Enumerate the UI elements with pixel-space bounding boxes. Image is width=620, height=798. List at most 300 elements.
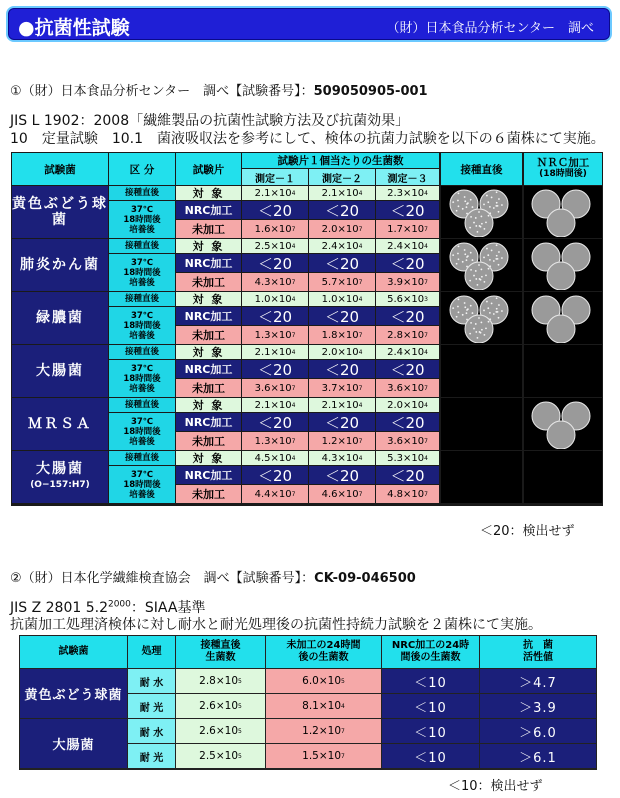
value-mantissa: 1.7×10 — [387, 223, 425, 235]
bacteria-name — [12, 451, 108, 503]
header-bacteria — [20, 636, 127, 668]
section1-method: 10 定量試験 10.1 菌液吸収法を参考にして、検体の抗菌力試験を以下の６菌株にて実施。 — [10, 131, 605, 147]
cell-text: ＜20 — [390, 307, 425, 325]
value-mantissa: 1.2×10 — [321, 435, 359, 447]
piece-untreated — [176, 273, 241, 291]
bacteria-colony — [501, 204, 503, 206]
value-mantissa: 8.1×10 — [302, 700, 342, 712]
value-exponent: 4 — [358, 295, 363, 303]
value-mantissa: 6.0×10 — [302, 675, 342, 687]
value-mantissa: 3.7×10 — [321, 382, 359, 394]
cell-text: 測定－３ — [387, 173, 428, 185]
bacteria-colony — [452, 307, 454, 309]
cell-text: ＜20 — [324, 466, 360, 484]
piece-nrc — [176, 254, 241, 272]
cell-text: 18時間後 — [123, 214, 161, 225]
bacteria-colony — [469, 252, 471, 254]
value-untreated — [266, 694, 381, 718]
value-untreated — [376, 485, 439, 503]
bacteria-colony — [483, 334, 485, 336]
bacteria-colony — [463, 302, 465, 304]
cell-text: 接種直後 — [124, 188, 159, 198]
cell-text: 接種直後 — [124, 400, 159, 410]
cell-text: ＜20 — [257, 466, 293, 484]
bacteria-colony — [476, 284, 478, 286]
value-mantissa: 4.3×10 — [321, 452, 359, 464]
value-exponent: 4 — [424, 348, 428, 356]
header-line: NRC加工の24時 — [391, 640, 470, 651]
value-mantissa: 4.3×10 — [254, 276, 292, 288]
value-exponent: 5 — [238, 752, 242, 760]
header-treat — [128, 636, 175, 668]
treatment — [128, 669, 175, 693]
value-exponent: 7 — [358, 384, 363, 392]
cell-text: 37℃ — [130, 310, 154, 321]
bacteria-colony — [457, 245, 459, 247]
value-nrc — [309, 201, 375, 219]
value-mantissa: 2.1×10 — [321, 399, 359, 411]
cell-text: NRC加工 — [184, 416, 233, 429]
value-target — [376, 451, 439, 465]
bacteria-colony — [483, 281, 485, 283]
value-exponent: 7 — [291, 331, 296, 339]
value-mantissa: 4.8×10 — [387, 488, 425, 500]
piece-nrc — [176, 413, 241, 431]
petri-dish-image — [442, 240, 522, 290]
bacteria-name — [12, 398, 108, 450]
cell-text: ＜10 — [414, 725, 447, 741]
cell-text: 緑膿菌 — [36, 310, 84, 326]
bacteria-colony — [483, 228, 485, 230]
petri-photo-nrc — [524, 398, 602, 450]
bacteria-colony — [495, 244, 497, 246]
antibacterial-table-1 — [11, 152, 603, 506]
cell-text: 試験片１個当たりの生菌数 — [277, 155, 404, 167]
bacteria-colony — [498, 198, 500, 200]
value-target — [309, 451, 375, 465]
value-untreated — [376, 379, 439, 397]
value-untreated — [309, 273, 375, 291]
bacteria-colony — [475, 225, 477, 227]
value-mantissa: 2.1×10 — [321, 187, 359, 199]
bacteria-colony — [479, 332, 481, 334]
cell-text: 接種直後 — [124, 241, 159, 251]
header-category — [109, 153, 175, 185]
value-mantissa: 2.0×10 — [321, 223, 359, 235]
bacteria-colony — [457, 253, 459, 255]
petri-photo-nrc — [524, 186, 602, 238]
value-activity — [480, 744, 596, 768]
petri-photo-immediate — [441, 186, 522, 238]
section1-test-number: 509050905-001 — [313, 84, 428, 99]
value-mantissa: 2.1×10 — [254, 399, 292, 411]
value-mantissa: 3.9×10 — [387, 276, 425, 288]
cell-text: ＜20 — [257, 413, 293, 431]
cell-text: ＞4.7 — [519, 675, 557, 691]
bacteria-colony — [498, 251, 500, 253]
cell-text: 対 象 — [192, 399, 225, 412]
section2-method: 抗菌加工処理済検体に対し耐水と耐光処理後の抗菌性持続力試験を２菌株にて実施。 — [10, 617, 542, 633]
cell-text: 培養後 — [129, 277, 155, 288]
cell-text: 区 分 — [129, 163, 155, 176]
value-target — [242, 292, 308, 306]
bacteria-colony — [467, 255, 469, 257]
bacteria-colony — [483, 310, 485, 312]
bacteria-colony — [490, 197, 492, 199]
cell-text: 試験菌 — [44, 163, 76, 176]
value-exponent: 4 — [358, 242, 363, 250]
petri-dish — [547, 315, 575, 343]
value-exponent: 4 — [358, 401, 363, 409]
cell-text: ＜20 — [257, 307, 293, 325]
section2-standard-tail: ：SIAA基準 — [130, 600, 206, 616]
value-nrc — [309, 254, 375, 272]
page-title: ●抗菌性試験 — [18, 17, 130, 39]
value-exponent: 7 — [291, 490, 296, 498]
petri-photo-immediate — [441, 239, 522, 291]
value-mantissa: 1.3×10 — [254, 435, 292, 447]
piece-untreated — [176, 326, 241, 344]
cell-text: ＮＲＣ加工 — [536, 157, 590, 169]
cell-text: ＜20 — [257, 201, 293, 219]
value-exponent: 4 — [358, 454, 363, 462]
cell-text: 対 象 — [192, 240, 225, 253]
category-incubated — [109, 413, 175, 450]
category-incubated — [109, 360, 175, 397]
cell-text: 培養後 — [129, 489, 155, 500]
petri-dish — [547, 262, 575, 290]
cell-text: 18時間後 — [123, 426, 161, 437]
bacteria-colony — [467, 308, 469, 310]
value-exponent: 7 — [341, 752, 345, 760]
value-untreated — [309, 220, 375, 238]
petri-photo-immediate — [441, 451, 522, 503]
value-nrc — [242, 466, 308, 484]
cell-text: 18時間後 — [123, 479, 161, 490]
piece-nrc — [176, 360, 241, 378]
bacteria-colony — [478, 264, 480, 266]
bacteria-colony — [452, 201, 454, 203]
value-exponent: 7 — [424, 331, 428, 339]
cell-text: ＞3.9 — [519, 700, 557, 716]
value-exponent: 4 — [291, 401, 296, 409]
banner-org: （財）日本食品分析センター 調べ — [386, 21, 594, 36]
bacteria-colony — [487, 321, 489, 323]
bacteria-name — [12, 186, 108, 238]
bacteria-name — [12, 239, 108, 291]
value-mantissa: 2.6×10 — [199, 700, 239, 712]
bacteria-colony — [480, 329, 482, 331]
value-target — [309, 186, 375, 200]
category-immediate — [109, 186, 175, 200]
bacteria-colony — [478, 317, 480, 319]
value-exponent: 7 — [424, 437, 428, 445]
bacteria-colony — [461, 208, 463, 210]
cell-text: ＜20 — [257, 254, 293, 272]
value-nrc — [309, 360, 375, 378]
bacteria-colony — [473, 222, 475, 224]
section2-test-number: CK-09-046500 — [314, 571, 416, 586]
value-mantissa: 2.5×10 — [199, 750, 239, 762]
value-exponent: 4 — [424, 454, 428, 462]
bacteria-colony — [483, 204, 485, 206]
bacteria-colony — [495, 191, 497, 193]
value-exponent: 5 — [238, 677, 242, 685]
value-mantissa: 2.8×10 — [387, 329, 425, 341]
value-untreated — [266, 744, 381, 768]
value-exponent: 7 — [291, 225, 296, 233]
value-exponent: 5 — [238, 727, 242, 735]
bacteria-colony — [497, 211, 499, 213]
value-target — [376, 239, 439, 253]
bacteria-colony — [474, 323, 476, 325]
header-line: 試験菌 — [58, 646, 89, 657]
value-mantissa: 2.0×10 — [321, 346, 359, 358]
petri-photo-nrc — [524, 451, 602, 503]
value-target — [242, 451, 308, 465]
value-nrc — [376, 254, 439, 272]
cell-text: 耐 水 — [139, 727, 164, 739]
petri-dish-image — [524, 187, 602, 237]
cell-text: 測定－２ — [322, 173, 362, 185]
piece-untreated — [176, 220, 241, 238]
cell-text: 未加工 — [192, 223, 225, 236]
bacteria-colony — [457, 306, 459, 308]
value-immediate — [176, 694, 265, 718]
category-incubated — [109, 466, 175, 503]
value-exponent: 7 — [341, 727, 345, 735]
bacteria-colony — [457, 258, 459, 260]
header-m3 — [376, 169, 439, 185]
bacteria-colony — [475, 331, 477, 333]
value-activity — [480, 719, 596, 743]
cell-text: 対 象 — [192, 452, 225, 465]
value-exponent: 3 — [424, 295, 428, 303]
cell-text: ＜10 — [414, 675, 447, 691]
cell-text: 耐 光 — [139, 702, 164, 714]
cell-text: ＜20 — [324, 360, 360, 378]
value-untreated — [309, 326, 375, 344]
treatment — [128, 694, 175, 718]
value-mantissa: 2.0×10 — [387, 399, 425, 411]
value-exponent: 4 — [291, 454, 296, 462]
header-activity — [480, 636, 596, 668]
cell-text: ＜20 — [324, 307, 360, 325]
bacteria-colony — [470, 269, 472, 271]
bacteria-colony — [465, 259, 467, 261]
bacteria-colony — [474, 217, 476, 219]
cell-text: ＜20 — [390, 466, 425, 484]
treatment — [128, 719, 175, 743]
value-exponent: 7 — [358, 490, 363, 498]
value-target — [309, 398, 375, 412]
value-target — [242, 239, 308, 253]
value-exponent: 4 — [424, 242, 428, 250]
petri-dish — [465, 209, 493, 237]
value-mantissa: 2.6×10 — [199, 725, 239, 737]
petri-photo-immediate — [441, 345, 522, 397]
bacteria-colony — [496, 258, 498, 260]
bacteria-colony — [464, 306, 466, 308]
bacteria-colony — [485, 274, 487, 276]
cell-text: 接種直後 — [124, 294, 159, 304]
category-incubated — [109, 201, 175, 238]
value-mantissa: 1.8×10 — [321, 329, 359, 341]
value-mantissa: 1.3×10 — [254, 329, 292, 341]
bacteria-colony — [455, 263, 457, 265]
cell-text: 18時間後 — [123, 373, 161, 384]
bacteria-colony — [471, 259, 473, 261]
value-mantissa: 4.5×10 — [254, 452, 292, 464]
header-piece — [176, 153, 241, 185]
value-untreated — [242, 273, 308, 291]
antibacterial-table-2 — [19, 635, 597, 770]
cell-text: NRC加工 — [184, 363, 233, 376]
cell-text: 培養後 — [129, 383, 155, 394]
value-mantissa: 5.7×10 — [321, 276, 359, 288]
value-exponent: 4 — [358, 348, 363, 356]
value-nrc — [309, 307, 375, 325]
piece-target — [176, 451, 241, 465]
category-immediate — [109, 398, 175, 412]
header-line: 間後の生菌数 — [400, 652, 461, 663]
bacteria-colony — [475, 278, 477, 280]
value-untreated — [242, 432, 308, 450]
value-target — [376, 186, 439, 200]
cell-text: (O−157:H7) — [30, 480, 90, 490]
cell-text: ＜20 — [390, 254, 425, 272]
bacteria-colony — [457, 200, 459, 202]
value-mantissa: 2.3×10 — [387, 187, 425, 199]
value-nrc — [376, 201, 439, 219]
value-nrc — [382, 669, 479, 693]
bacteria-colony — [486, 195, 488, 197]
header-line: 処理 — [141, 646, 162, 657]
value-untreated — [376, 273, 439, 291]
bacteria-colony — [483, 257, 485, 259]
bacteria-colony — [479, 226, 481, 228]
bacteria-colony — [501, 310, 503, 312]
petri-dish-image — [524, 399, 602, 449]
bacteria-colony — [486, 301, 488, 303]
value-mantissa: 1.0×10 — [254, 293, 292, 305]
piece-nrc — [176, 466, 241, 484]
bacteria-colony — [495, 308, 497, 310]
petri-dish-image — [524, 293, 602, 343]
bacteria-name — [20, 719, 127, 768]
value-immediate — [176, 669, 265, 693]
value-nrc — [242, 307, 308, 325]
header-nrc24 — [382, 636, 479, 668]
bacteria-colony — [492, 260, 494, 262]
cell-text: 対 象 — [192, 187, 225, 200]
bacteria-colony — [461, 261, 463, 263]
petri-dish-image — [442, 293, 522, 343]
category-incubated — [109, 254, 175, 291]
cell-text: 37℃ — [130, 469, 154, 480]
header-photo-immediate — [441, 153, 522, 185]
value-mantissa: 5.6×10 — [387, 293, 425, 305]
value-mantissa: 4.4×10 — [254, 488, 292, 500]
bacteria-colony — [463, 249, 465, 251]
value-untreated — [242, 220, 308, 238]
bacteria-colony — [478, 211, 480, 213]
bacteria-colony — [469, 227, 471, 229]
bacteria-colony — [476, 337, 478, 339]
cell-text: (18時間後) — [539, 169, 587, 179]
section2-header-prefix: ②（財）日本化学繊維検査協会 調べ【試験番号】： — [10, 571, 315, 586]
value-exponent: 7 — [424, 384, 428, 392]
value-mantissa: 1.0×10 — [321, 293, 359, 305]
value-untreated — [309, 485, 375, 503]
value-exponent: 7 — [291, 384, 296, 392]
bacteria-colony — [489, 312, 491, 314]
bacteria-colony — [487, 215, 489, 217]
value-mantissa: 1.6×10 — [254, 223, 292, 235]
treatment — [128, 744, 175, 768]
cell-text: ＜20 — [257, 360, 293, 378]
bacteria-colony — [470, 322, 472, 324]
value-nrc — [242, 360, 308, 378]
value-exponent: 4 — [291, 242, 296, 250]
value-exponent: 7 — [358, 331, 363, 339]
value-untreated — [376, 326, 439, 344]
header-line: 後の生菌数 — [298, 652, 349, 663]
value-nrc — [382, 719, 479, 743]
bacteria-colony — [485, 221, 487, 223]
header-m2 — [309, 169, 375, 185]
cell-text: ＞6.1 — [519, 750, 557, 766]
header-count-group — [242, 153, 439, 168]
value-exponent: 7 — [291, 437, 296, 445]
section2-standard-sup: 2000 — [107, 599, 131, 610]
bacteria-colony — [457, 311, 459, 313]
value-target — [309, 345, 375, 359]
bacteria-colony — [464, 200, 466, 202]
value-mantissa: 3.6×10 — [387, 435, 425, 447]
bacteria-colony — [490, 303, 492, 305]
cell-text: 肺炎かん菌 — [20, 257, 100, 273]
bacteria-colony — [487, 201, 489, 203]
cell-text: 対 象 — [192, 293, 225, 306]
bacteria-colony — [489, 206, 491, 208]
bacteria-colony — [464, 253, 466, 255]
category-incubated — [109, 307, 175, 344]
cell-text: 黄色ぶどう球菌 — [12, 196, 108, 228]
value-target — [376, 292, 439, 306]
cell-text: 未加工 — [192, 382, 225, 395]
cell-text: NRC加工 — [184, 204, 233, 217]
value-exponent: 7 — [424, 225, 428, 233]
cell-text: 接種直後 — [460, 163, 503, 176]
value-nrc — [309, 413, 375, 431]
petri-photo-nrc — [524, 292, 602, 344]
bacteria-colony — [461, 314, 463, 316]
bacteria-colony — [487, 307, 489, 309]
value-exponent: 4 — [291, 189, 296, 197]
bacteria-colony — [490, 250, 492, 252]
piece-nrc — [176, 307, 241, 325]
petri-photo-immediate — [441, 292, 522, 344]
cell-text: 測定－１ — [255, 173, 295, 185]
header-line: 生菌数 — [205, 652, 236, 663]
value-mantissa: 1.5×10 — [302, 750, 342, 762]
category-immediate — [109, 239, 175, 253]
cell-text: ＜20 — [324, 413, 360, 431]
header-line: 抗 菌 — [523, 640, 553, 651]
value-exponent: 7 — [424, 490, 428, 498]
value-target — [242, 186, 308, 200]
